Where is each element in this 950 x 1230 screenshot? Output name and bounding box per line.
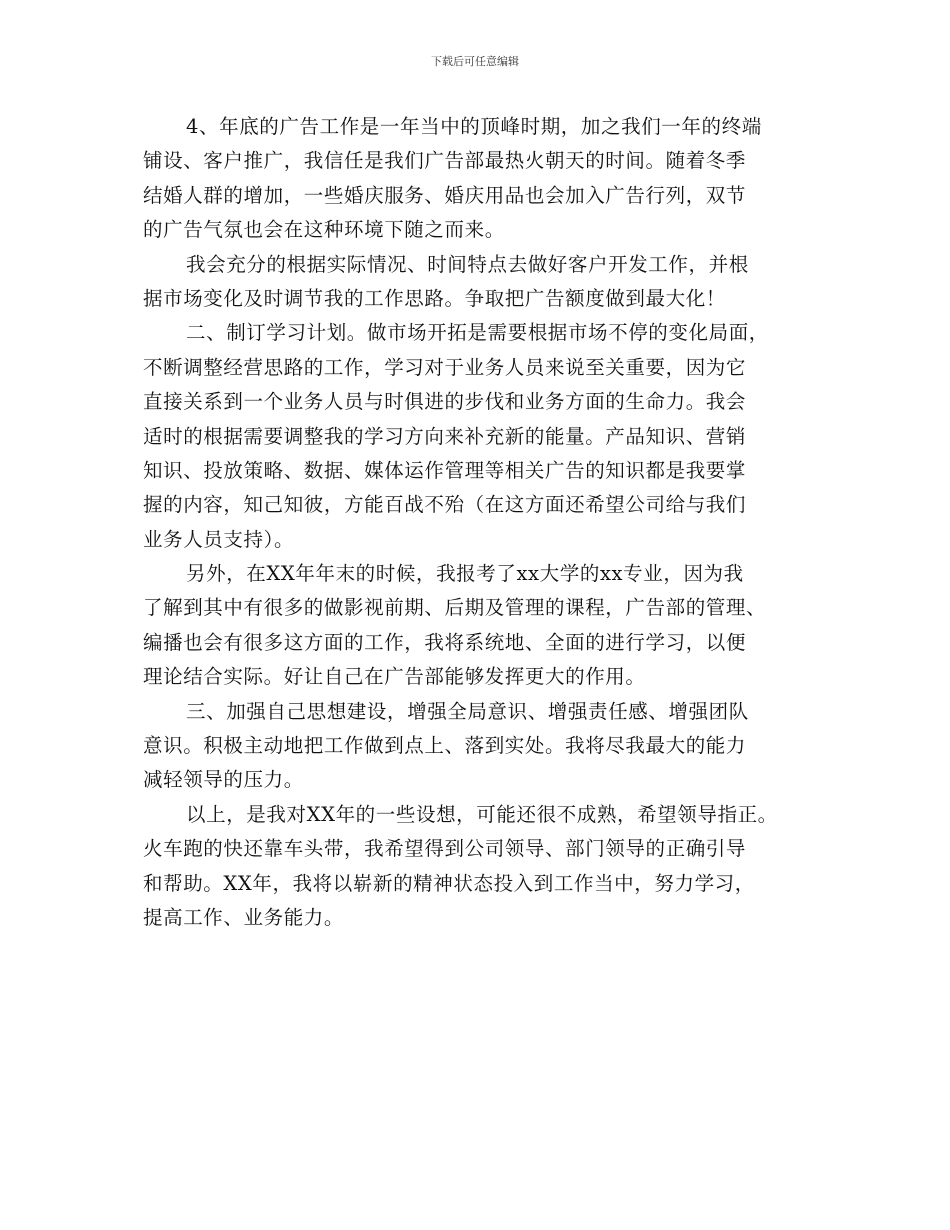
text-line: 意识。积极主动地把工作做到点上、落到实处。我将尽我最大的能力 [143, 734, 747, 758]
document-body [143, 110, 833, 935]
text-line: 4、年底的广告工作是一年当中的顶峰时期，加之我们一年的终端 [186, 115, 762, 138]
paragraph-ideological-building [143, 695, 833, 798]
text-line: 火车跑的快还靠车头带，我希望得到公司领导、部门领导的正确引导 [143, 837, 747, 861]
text-line: 以上，是我对XX年的一些设想，可能还很不成熟，希望领导指正。 [186, 802, 778, 826]
paragraph-year-end-advertising [143, 110, 833, 248]
text-line: 理论结合实际。好让自己在广告部能够发挥更大的作用。 [143, 665, 646, 689]
text-line: 的广告气氛也会在这种环境下随之而来。 [143, 218, 505, 242]
text-line: 结婚人群的增加，一些婚庆服务、婚庆用品也会加入广告行列，双节 [143, 183, 747, 207]
text-line: 据市场变化及时调节我的工作思路。争取把广告额度做到最大化！ [143, 286, 726, 310]
paragraph-university-study [143, 557, 833, 695]
page-header-note: 下载后可任意编辑 [431, 55, 519, 68]
paragraph-study-plan [143, 316, 833, 557]
text-line: 业务人员支持）。 [143, 527, 295, 551]
paragraph-conclusion [143, 798, 833, 936]
text-line: 铺设、客户推广，我信任是我们广告部最热火朝天的时间。随着冬季 [143, 149, 747, 173]
text-line: 减轻领导的压力。 [143, 768, 304, 792]
text-line: 提高工作、业务能力。 [143, 905, 345, 929]
text-line: 适时的根据需要调整我的学习方向来补充新的能量。产品知识、营销 [143, 424, 747, 448]
text-line: 我会充分的根据实际情况、时间特点去做好客户开发工作，并根 [186, 252, 749, 276]
text-line: 不断调整经营思路的工作，学习对于业务人员来说至关重要，因为它 [143, 355, 747, 379]
text-line: 握的内容，知己知彼，方能百战不殆（在这方面还希望公司给与我们 [143, 493, 747, 517]
text-line: 三、加强自己思想建设，增强全局意识、增强责任感、增强团队 [186, 699, 749, 723]
text-line: 了解到其中有很多的做影视前期、后期及管理的课程，广告部的管理、 [143, 596, 767, 620]
text-line: 直接关系到一个业务人员与时俱进的步伐和业务方面的生命力。我会 [143, 390, 747, 414]
paragraph-client-development [143, 248, 833, 317]
text-line: 另外，在XX年年末的时候，我报考了xx大学的xx专业，因为我 [186, 562, 744, 586]
text-line: 知识、投放策略、数据、媒体运作管理等相关广告的知识都是我要掌 [143, 458, 747, 482]
text-line: 和帮助。XX年，我将以崭新的精神状态投入到工作当中，努力学习， [143, 871, 755, 895]
text-line: 二、制订学习计划。做市场开拓是需要根据市场不停的变化局面， [186, 321, 769, 345]
text-line: 编播也会有很多这方面的工作，我将系统地、全面的进行学习，以便 [143, 630, 747, 654]
